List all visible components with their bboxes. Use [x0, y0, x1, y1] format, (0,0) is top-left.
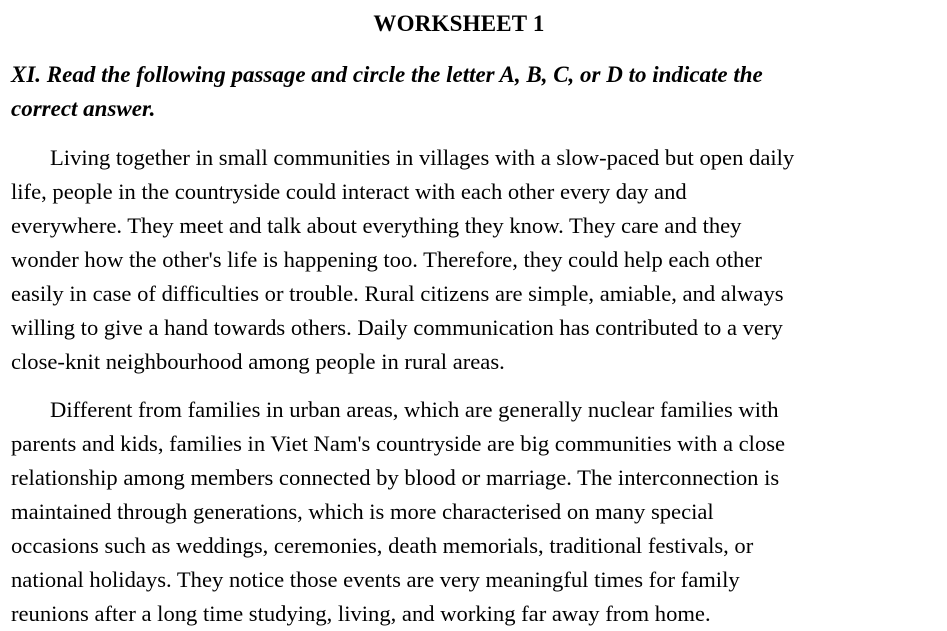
passage-line: everywhere. They meet and talk about everything they know. They care and they: [11, 213, 742, 238]
passage-line: Living together in small communities in villages with a slow-paced but open daily: [50, 145, 795, 170]
instruction-line: XI. Read the following passage and circle the letter A, B, C, or D to indicate the: [11, 62, 763, 87]
passage-line: Different from families in urban areas, which are generally nuclear families with: [50, 397, 779, 422]
passage-line: life, people in the countryside could interact with each other every day and: [11, 179, 687, 204]
worksheet-title: WORKSHEET 1: [373, 11, 545, 36]
passage-line: maintained through generations, which is more characterised on many special: [11, 499, 714, 524]
passage-line: national holidays. They notice those events are very meaningful times for family: [11, 567, 740, 592]
passage-line: occasions such as weddings, ceremonies, death memorials, traditional festivals, or: [11, 533, 754, 558]
passage-line: easily in case of difficulties or trouble. Rural citizens are simple, amiable, and always: [11, 281, 784, 306]
passage-line: parents and kids, families in Viet Nam's countryside are big communities with a close: [11, 431, 786, 456]
passage-line: willing to give a hand towards others. Daily communication has contributed to a very: [11, 315, 783, 340]
passage-paragraph-1: [11, 141, 936, 379]
passage-line: wonder how the other's life is happening too. Therefore, they could help each other: [11, 247, 762, 272]
instruction-line: correct answer.: [11, 96, 156, 121]
passage-line: close-knit neighbourhood among people in rural areas.: [11, 349, 505, 374]
passage-line: reunions after a long time studying, living, and working far away from home.: [11, 601, 711, 626]
passage-line: relationship among members connected by blood or marriage. The interconnection is: [11, 465, 780, 490]
exercise-instruction: [11, 58, 931, 126]
passage-paragraph-2: [11, 393, 936, 631]
